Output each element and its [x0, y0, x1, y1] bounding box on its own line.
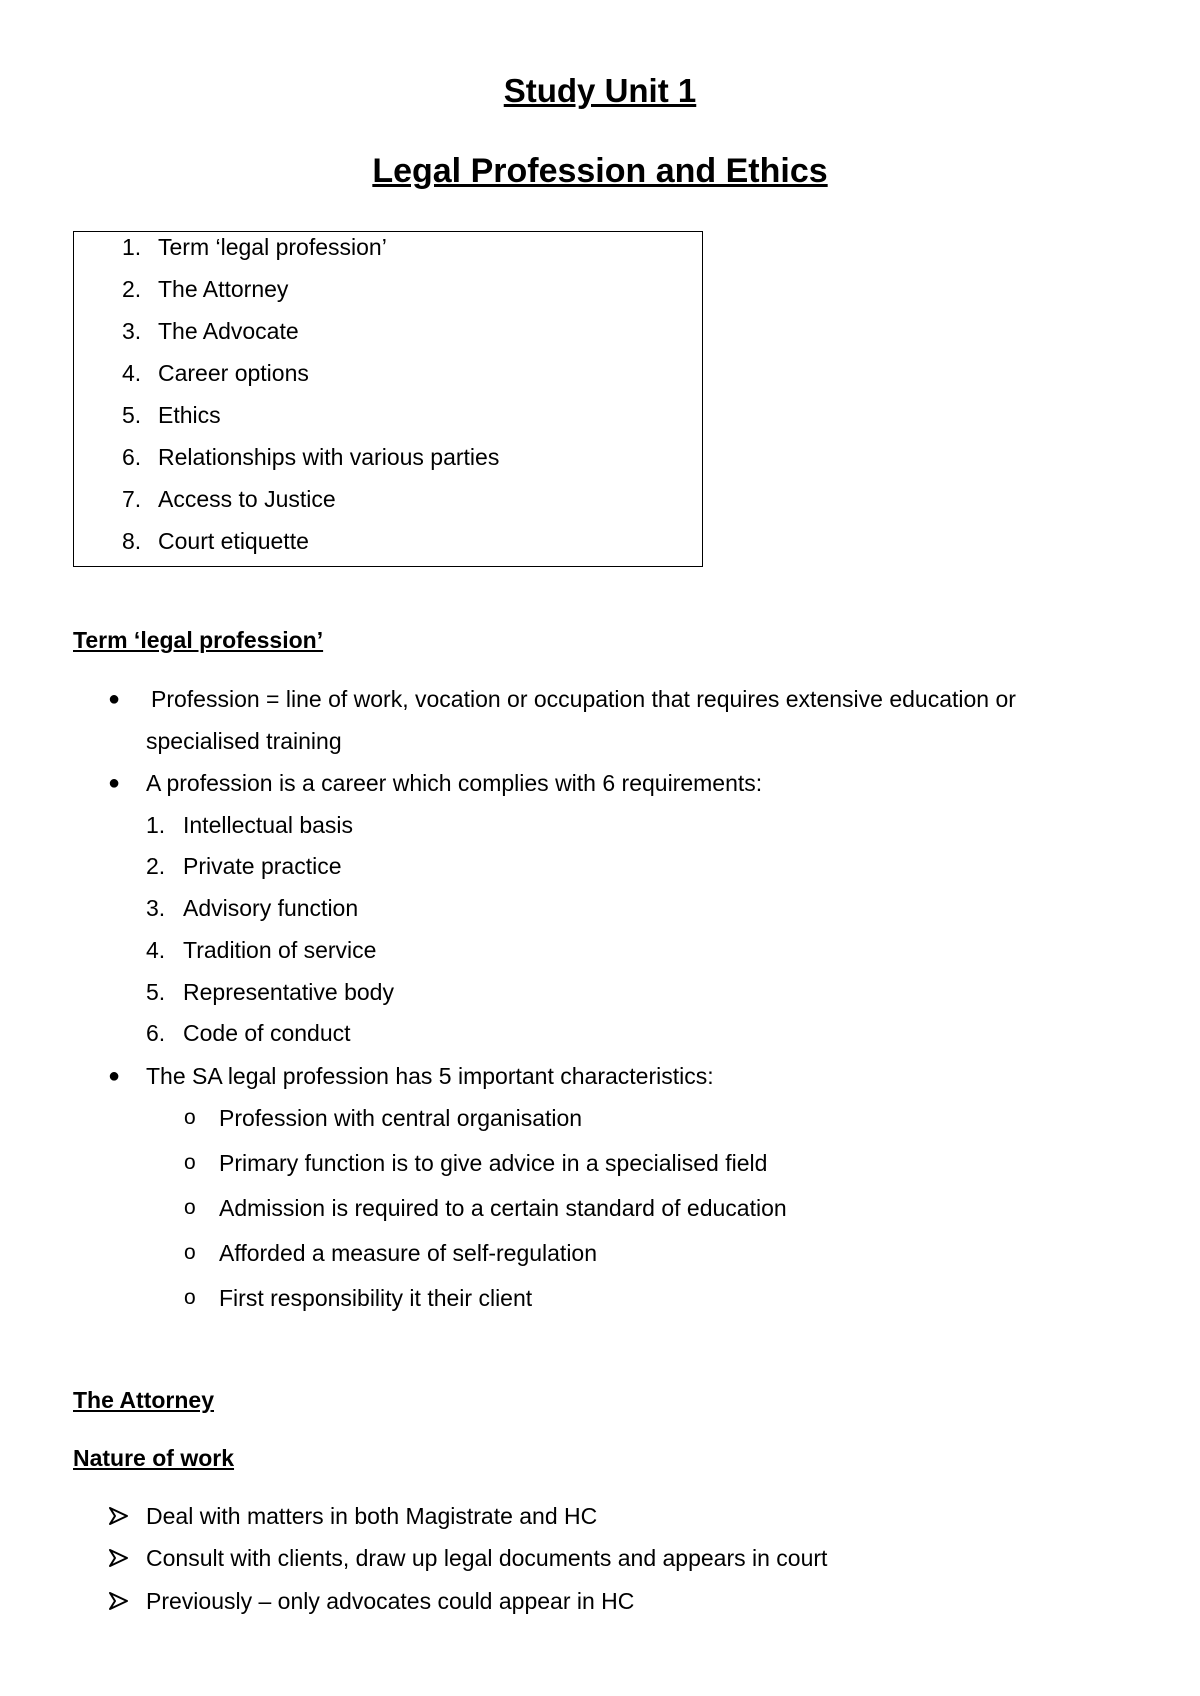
requirement-number: 6.	[146, 1020, 166, 1046]
arrowhead-bullet-icon	[108, 1501, 130, 1531]
page-title: Study Unit 1	[503, 72, 697, 109]
toc-item-text: Ethics	[158, 402, 221, 428]
table-of-contents	[73, 231, 703, 567]
section-heading-attorney: The Attorney	[73, 1387, 214, 1413]
toc-item-text: Court etiquette	[158, 528, 309, 554]
characteristic-text: Afforded a measure of self-regulation	[219, 1240, 598, 1266]
characteristic-text: First responsibility it their client	[219, 1285, 533, 1311]
requirement-number: 1.	[146, 812, 166, 838]
toc-item-number: 5.	[122, 402, 142, 428]
arrowhead-bullet-icon	[108, 1586, 130, 1616]
arrowhead-bullet-icon	[108, 1543, 130, 1573]
characteristic-text: Primary function is to give advice in a specialised field	[219, 1150, 768, 1176]
toc-item-text: The Advocate	[158, 318, 299, 344]
requirement-number: 2.	[146, 853, 166, 879]
hollow-circle-bullet-icon: o	[184, 1196, 196, 1219]
filled-circle-bullet-icon: ●	[108, 688, 121, 710]
hollow-circle-bullet-icon: o	[184, 1151, 196, 1174]
bullet-text: A profession is a career which complies with 6 requirements:	[146, 770, 763, 796]
toc-item-number: 6.	[122, 444, 142, 470]
toc-item-number: 3.	[122, 318, 142, 344]
hollow-circle-bullet-icon: o	[184, 1241, 196, 1264]
bullet-text: The SA legal profession has 5 important characteristics:	[146, 1063, 714, 1089]
filled-circle-bullet-icon: ●	[108, 772, 121, 794]
toc-item-text: Access to Justice	[158, 486, 336, 512]
toc-item-number: 1.	[122, 234, 142, 260]
requirement-text: Advisory function	[183, 895, 359, 921]
requirement-number: 3.	[146, 895, 166, 921]
page-subtitle: Legal Profession and Ethics	[372, 152, 828, 190]
filled-circle-bullet-icon: ●	[108, 1065, 121, 1087]
toc-item-text: Relationships with various parties	[158, 444, 500, 470]
requirement-text: Representative body	[183, 979, 394, 1005]
attorney-item-text: Previously – only advocates could appear in HC	[146, 1588, 635, 1614]
requirement-number: 5.	[146, 979, 166, 1005]
toc-item-text: The Attorney	[158, 276, 289, 302]
requirement-text: Tradition of service	[183, 937, 377, 963]
sub-heading-nature-of-work: Nature of work	[73, 1445, 235, 1471]
section-heading-legal-profession: Term ‘legal profession’	[73, 627, 324, 653]
characteristic-text: Admission is required to a certain standard of education	[219, 1195, 787, 1221]
toc-item-number: 2.	[122, 276, 142, 302]
characteristic-text: Profession with central organisation	[219, 1105, 583, 1131]
requirement-text: Code of conduct	[183, 1020, 351, 1046]
bullet-text-continuation: specialised training	[146, 728, 342, 754]
attorney-item-text: Deal with matters in both Magistrate and HC	[146, 1503, 598, 1529]
bullet-text: Profession = line of work, vocation or occupation that requires extensive education or	[151, 686, 1016, 712]
requirement-text: Private practice	[183, 853, 342, 879]
toc-item-number: 8.	[122, 528, 142, 554]
requirement-text: Intellectual basis	[183, 812, 354, 838]
hollow-circle-bullet-icon: o	[184, 1286, 196, 1309]
hollow-circle-bullet-icon: o	[184, 1106, 196, 1129]
toc-item-number: 4.	[122, 360, 142, 386]
attorney-item-text: Consult with clients, draw up legal documents and appears in court	[146, 1545, 828, 1571]
toc-item-text: Term ‘legal profession’	[158, 234, 387, 260]
requirement-number: 4.	[146, 937, 166, 963]
toc-item-number: 7.	[122, 486, 142, 512]
toc-item-text: Career options	[158, 360, 309, 386]
